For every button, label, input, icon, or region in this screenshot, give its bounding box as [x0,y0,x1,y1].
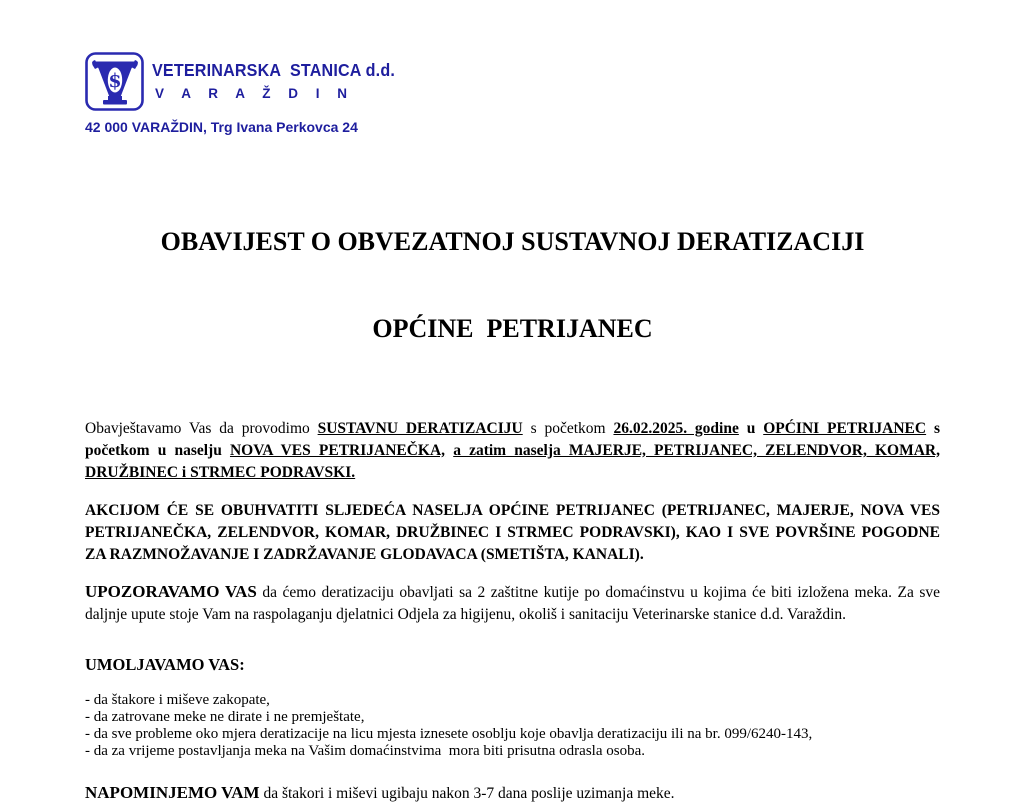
warning-text: da ćemo deratizaciju obavljati sa 2 zaštitne kutije po domaćinstvu u kojima će biti izložena meka. Za sve daljnje upute stoje Vam na raspolaganju djelatnici Odjela za higijenu, okoliš i sanitaciju Veterinarske stanice d.d. Varaždin. [85,584,940,623]
text-run: s početkom [522,420,614,437]
text-run: a zatim naselja MAJERJE, PETRIJANEC, ZELENDVOR, KOMAR, DRUŽBINEC i STRMEC PODRAVSKI. [85,442,940,481]
company-name: VETERINARSKA STANICA d.d. [152,60,396,80]
text-run: OPĆINI PETRIJANEC [763,420,927,437]
warning-lead-in: UPOZORAVAMO VAS [85,582,257,601]
list-item: - da štakore i miševe zakopate, [85,692,270,708]
text-run: NOVA VES PETRIJANEČKA, [229,442,446,459]
request-list-heading: UMOLJAVAMO VAS: [85,655,245,674]
text-run: u [738,420,764,437]
list-item: - da zatrovane meke ne dirate i ne premještate, [85,709,365,725]
veterinary-vs-emblem-icon [85,52,145,112]
letterhead [85,52,940,135]
text-run: 26.02.2025. godine [613,420,739,437]
document-title [85,169,940,401]
request-list [85,692,940,760]
brand-text [152,60,416,101]
note-lead-in: NAPOMINJEMO VAM [85,783,260,802]
document-title-line2: OPĆINE PETRIJANEC [372,314,653,343]
paragraph-intro [85,418,940,484]
text-run: SUSTAVNU DERATIZACIJU [317,420,523,437]
company-address: 42 000 VARAŽDIN, Trg Ivana Perkovca 24 [85,119,358,135]
document-title-line1: OBAVIJEST O OBVEZATNOJ SUSTAVNOJ DERATIZACIJI [160,227,865,256]
paragraph-settlements: AKCIJOM ĆE SE OBUHVATITI SLJEDEĆA NASELJA OPĆINE PETRIJANEC (PETRIJANEC, MAJERJE, NOVA VES PETRIJANEČKA, ZELENDVOR, KOMAR, DRUŽBINEC I STRMEC PODRAVSKI), KAO I SVE POVRŠINE POGODNE ZA RAZMNOŽAVANJE I ZADRŽAVANJE GLODAVACA (SMETIŠTA, KANALI). [85,501,940,563]
text-run: s početkom u naselju [85,420,940,459]
company-city: V A R A Ž D I N [155,86,354,101]
svg-text:$: $ [108,70,122,92]
text-run [445,442,453,459]
list-item: - da sve probleme oko mjera deratizacije na licu mjesta iznesete osoblju koje obavlja deratizaciju ili na br. 099/6240-143, [85,726,813,742]
note-text: da štakori i miševi ugibaju nakon 3-7 dana poslije uzimanja meke. [259,785,675,802]
paragraph-note [85,782,940,805]
list-item: - da za vrijeme postavljanja meka na Vašim domaćinstvima mora biti prisutna odrasla osoba. [85,743,645,759]
paragraph-warning [85,581,940,626]
text-run: Obavještavamo Vas da provodimo [85,420,318,437]
brand-row [85,52,940,112]
